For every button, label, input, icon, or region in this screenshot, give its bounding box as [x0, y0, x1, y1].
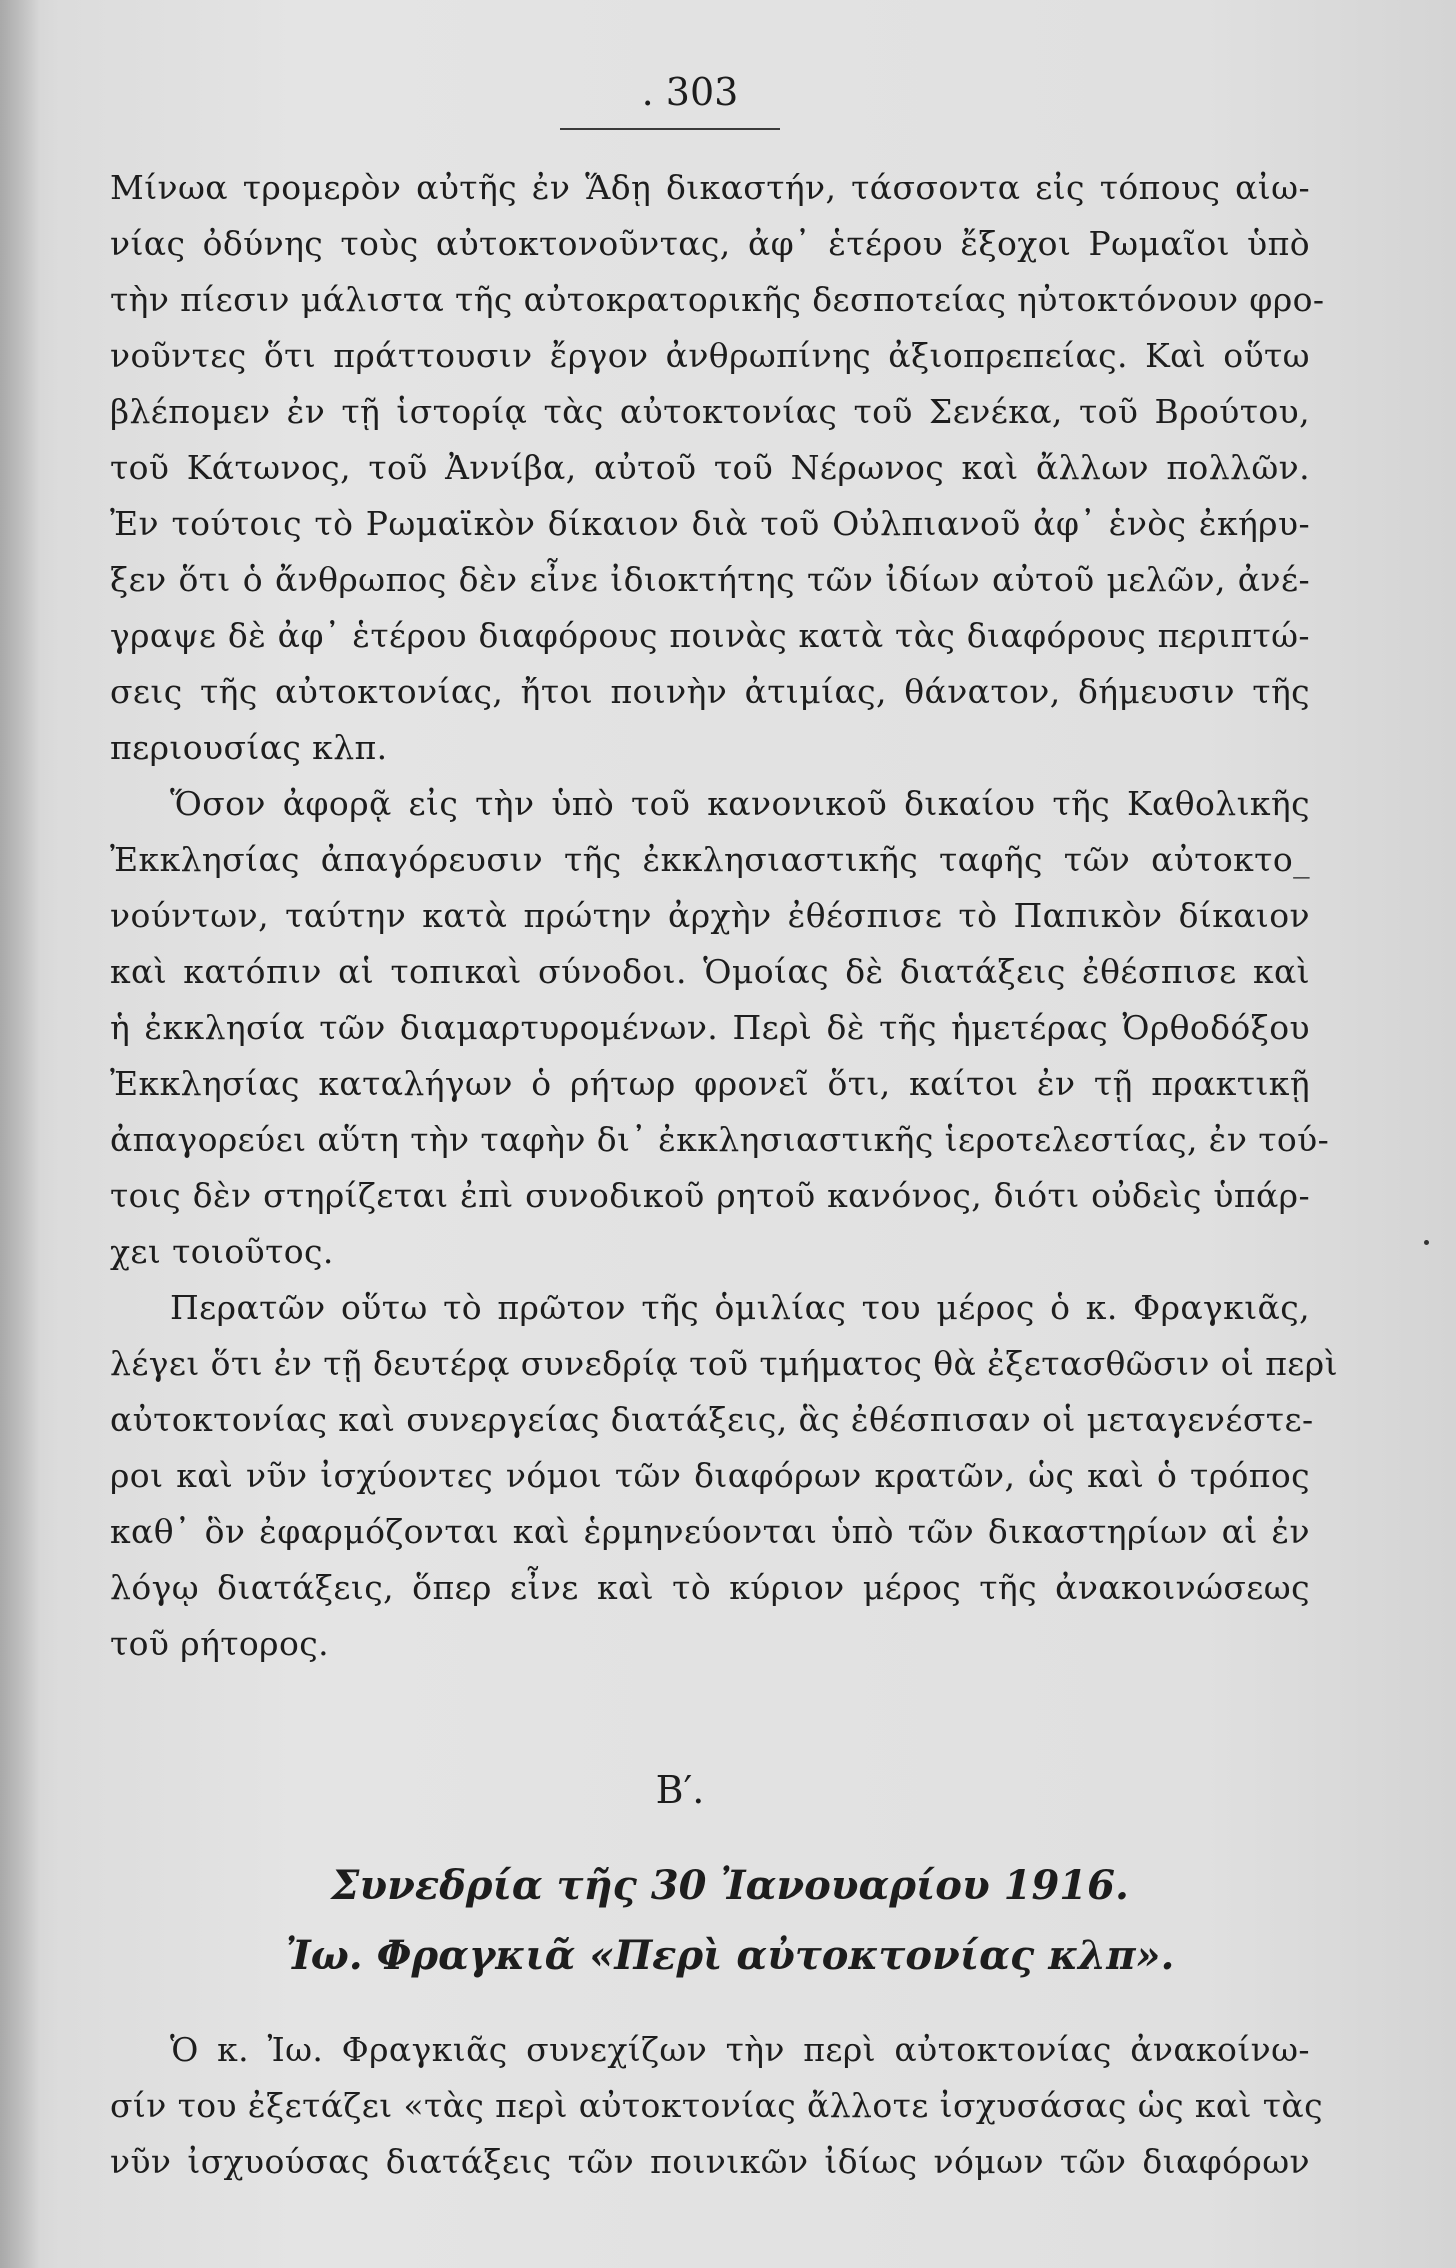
text-line: καθ᾽ ὃν ἐφαρμόζονται καὶ ἑρμηνεύονται ὑπὸ τῶν δικαστηρίων αἱ ἐν [110, 1512, 1310, 1551]
text-line: ἀπαγορεύει αὕτη τὴν ταφὴν δι᾽ ἐκκλησιαστικῆς ἱεροτελεστίας, ἐν τού- [110, 1120, 1330, 1159]
paragraph-3 [110, 1280, 1338, 1672]
text-line: σεις τῆς αὐτοκτονίας, ἤτοι ποινὴν ἀτιμίας, θάνατον, δήμευσιν τῆς [110, 672, 1310, 711]
text-line: γραψε δὲ ἀφ᾽ ἑτέρου διαφόρους ποινὰς κατὰ τὰς διαφόρους περιπτώ- [110, 616, 1310, 655]
page-number-rule [560, 128, 780, 130]
text-line: τοῦ Κάτωνος, τοῦ Ἀννίβα, αὐτοῦ τοῦ Νέρωνος καὶ ἄλλων πολλῶν. [110, 448, 1310, 487]
text-line: χει τοιοῦτος. [110, 1232, 334, 1271]
text-line: Ὅσον ἀφορᾷ εἰς τὴν ὑπὸ τοῦ κανονικοῦ δικαίου τῆς Καθολικῆς [170, 784, 1310, 823]
text-line: Ὁ κ. Ἰω. Φραγκιᾶς συνεχίζων τὴν περὶ αὐτοκτονίας ἀνακοίνω- [170, 2030, 1310, 2069]
lecture-title: Ἰω. Φραγκιᾶ «Περὶ αὐτοκτονίας κλπ». [285, 1932, 1175, 1979]
text-line: νοῦντες ὅτι πράττουσιν ἔργον ἀνθρωπίνης ἀξιοπρεπείας. Καὶ οὕτω [110, 336, 1310, 375]
text-line: λέγει ὅτι ἐν τῇ δευτέρᾳ συνεδρίᾳ τοῦ τμήματος θὰ ἐξετασθῶσιν οἱ περὶ [110, 1344, 1338, 1383]
body-text [110, 160, 1338, 1672]
text-line: Ἐκκλησίας ἀπαγόρευσιν τῆς ἐκκλησιαστικῆς ταφῆς τῶν αὐτοκτο_ [110, 840, 1310, 879]
section-mark: Β′. [655, 1768, 705, 1812]
text-line: περιουσίας κλπ. [110, 728, 388, 767]
continuation-text [110, 2020, 1323, 2188]
session-heading: Συνεδρία τῆς 30 Ἰανουαρίου 1916. [331, 1862, 1129, 1909]
text-line: νίας ὀδύνης τοὺς αὐτοκτονοῦντας, ἀφ᾽ ἑτέρου ἔξοχοι Ρωμαῖοι ὑπὸ [110, 224, 1310, 263]
text-line: Περατῶν οὕτω τὸ πρῶτον τῆς ὁμιλίας του μέρος ὁ κ. Φραγκιᾶς, [170, 1288, 1310, 1327]
text-line: τοις δὲν στηρίζεται ἐπὶ συνοδικοῦ ρητοῦ κανόνος, διότι οὐδεὶς ὑπάρ- [110, 1176, 1310, 1215]
page-number: . 303 [641, 70, 739, 114]
binding-shadow [0, 0, 40, 2268]
text-line: αὐτοκτονίας καὶ συνεργείας διατάξεις, ἃς ἐθέσπισαν οἱ μεταγενέστε- [110, 1400, 1314, 1439]
text-line: Ἐν τούτοις τὸ Ρωμαϊκὸν δίκαιον διὰ τοῦ Οὐλπιανοῦ ἀφ᾽ ἑνὸς ἐκήρυ- [110, 504, 1310, 543]
text-line: λόγῳ διατάξεις, ὅπερ εἶνε καὶ τὸ κύριον μέρος τῆς ἀνακοινώσεως [110, 1568, 1310, 1607]
text-line: νῦν ἰσχυούσας διατάξεις τῶν ποινικῶν ἰδίως νόμων τῶν διαφόρων [110, 2142, 1310, 2181]
text-line: τοῦ ρήτορος. [110, 1624, 330, 1663]
text-line: ἡ ἐκκλησία τῶν διαμαρτυρομένων. Περὶ δὲ τῆς ἡμετέρας Ὀρθοδόξου [110, 1008, 1310, 1047]
scan-speck [1424, 1240, 1429, 1245]
text-line: ξεν ὅτι ὁ ἄνθρωπος δὲν εἶνε ἰδιοκτήτης τῶν ἰδίων αὐτοῦ μελῶν, ἀνέ- [110, 560, 1310, 599]
text-line: Ἐκκλησίας καταλήγων ὁ ρήτωρ φρονεῖ ὅτι, καίτοι ἐν τῇ πρακτικῇ [110, 1064, 1310, 1103]
paragraph-1 [110, 160, 1325, 776]
text-line: τὴν πίεσιν μάλιστα τῆς αὐτοκρατορικῆς δεσποτείας ηὐτοκτόνουν φρο- [110, 280, 1325, 319]
text-line: ροι καὶ νῦν ἰσχύοντες νόμοι τῶν διαφόρων κρατῶν, ὡς καὶ ὁ τρόπος [110, 1456, 1310, 1495]
text-line: νούντων, ταύτην κατὰ πρώτην ἀρχὴν ἐθέσπισε τὸ Παπικὸν δίκαιον [110, 896, 1310, 935]
text-line: Μίνωα τρομερὸν αὐτῆς ἐν Ἅδῃ δικαστήν, τάσσοντα εἰς τόπους αἰω- [110, 168, 1310, 207]
text-line: καὶ κατόπιν αἱ τοπικαὶ σύνοδοι. Ὁμοίας δὲ διατάξεις ἐθέσπισε καὶ [110, 952, 1310, 991]
text-line: βλέπομεν ἐν τῇ ἱστορίᾳ τὰς αὐτοκτονίας τοῦ Σενέκα, τοῦ Βρούτου, [110, 392, 1310, 431]
text-line: σίν του ἐξετάζει «τὰς περὶ αὐτοκτονίας ἄλλοτε ἰσχυσάσας ὡς καὶ τὰς [110, 2086, 1323, 2125]
paragraph-2 [110, 776, 1330, 1280]
